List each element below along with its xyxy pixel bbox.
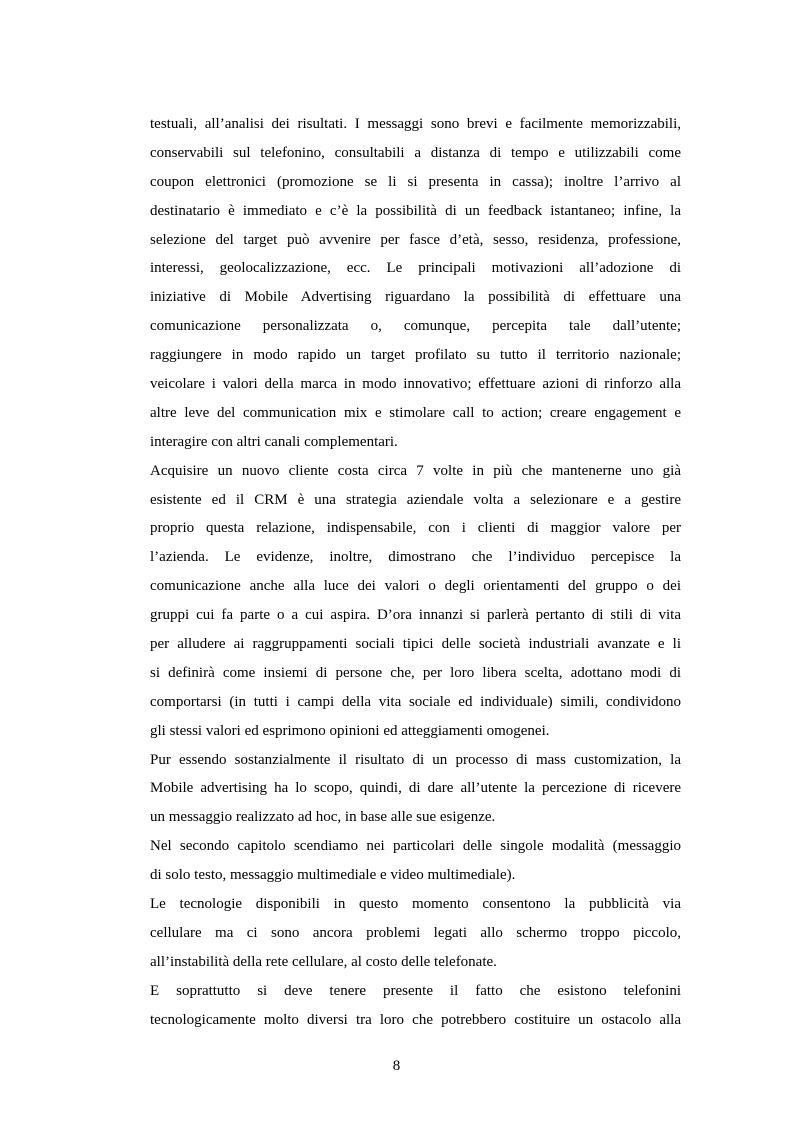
text-line: all’instabilità della rete cellulare, al costo delle telefonate. (150, 953, 497, 970)
text-line: interagire con altri canali complementari. (150, 433, 398, 450)
text-line: gruppi cui fa parte o a cui aspira. D’ora innanzi si parlerà pertanto di stili di vita (150, 607, 681, 624)
paragraph (150, 890, 681, 977)
paragraph (150, 832, 681, 890)
text-line: interessi, geolocalizzazione, ecc. Le principali motivazioni all’adozione di (150, 260, 681, 277)
text-line: altre leve del communication mix e stimolare call to action; creare engagement e (150, 404, 681, 421)
text-line: conservabili sul telefonino, consultabili a distanza di tempo e utilizzabili come (150, 144, 681, 161)
paragraph (150, 457, 681, 746)
text-line: testuali, all’analisi dei risultati. I messaggi sono brevi e facilmente memorizzabili, (150, 116, 681, 132)
text-line: proprio questa relazione, indispensabile, con i clienti di maggior valore per (150, 520, 681, 537)
page-number: 8 (392, 1058, 401, 1074)
text-line: destinatario è immediato e c’è la possibilità di un feedback istantaneo; infine, la (150, 202, 681, 219)
paragraph (150, 746, 681, 833)
text-line: di solo testo, messaggio multimediale e video multimediale). (150, 867, 516, 884)
text-line: iniziative di Mobile Advertising riguardano la possibilità di effettuare una (150, 289, 681, 306)
text-line: per alludere ai raggruppamenti sociali tipici delle società industriali avanzate e li (150, 636, 681, 653)
text-line: Acquisire un nuovo cliente costa circa 7 volte in più che mantenerne uno già (150, 462, 681, 479)
text-line: gli stessi valori ed esprimono opinioni ed atteggiamenti omogenei. (150, 722, 550, 739)
text-line: Le tecnologie disponibili in questo momento consentono la pubblicità via (150, 896, 681, 913)
text-line: comportarsi (in tutti i campi della vita sociale ed individuale) simili, condividono (150, 693, 681, 710)
text-line: comunicazione personalizzata o, comunque, percepita tale dall’utente; (150, 318, 681, 335)
text-line: tecnologicamente molto diversi tra loro che potrebbero costituire un ostacolo alla (150, 1011, 681, 1028)
body-text (150, 110, 681, 1035)
text-line: esistente ed il CRM è una strategia aziendale volta a selezionare e a gestire (150, 491, 681, 508)
paragraph (150, 110, 681, 457)
text-line: l’azienda. Le evidenze, inoltre, dimostrano che l’individuo percepisce la (150, 549, 681, 566)
text-line: cellulare ma ci sono ancora problemi legati allo schermo troppo piccolo, (150, 924, 681, 941)
text-line: selezione del target può avvenire per fasce d’età, sesso, residenza, professione, (150, 231, 681, 248)
text-line: veicolare i valori della marca in modo innovativo; effettuare azioni di rinforzo alla (150, 376, 681, 393)
text-line: comunicazione anche alla luce dei valori o degli orientamenti del gruppo o dei (150, 578, 681, 595)
text-line: si definirà come insiemi di persone che, per loro libera scelta, adottano modi di (150, 664, 681, 681)
text-line: raggiungere in modo rapido un target profilato su tutto il territorio nazionale; (150, 347, 681, 364)
text-line: E soprattutto si deve tenere presente il fatto che esistono telefonini (150, 982, 681, 999)
text-line: Mobile advertising ha lo scopo, quindi, di dare all’utente la percezione di ricevere (150, 780, 681, 797)
text-line: Pur essendo sostanzialmente il risultato di un processo di mass customization, la (150, 751, 681, 768)
text-line: un messaggio realizzato ad hoc, in base alle sue esigenze. (150, 809, 496, 826)
paragraph (150, 977, 681, 1035)
text-line: Nel secondo capitolo scendiamo nei particolari delle singole modalità (messaggio (150, 838, 681, 855)
text-line: coupon elettronici (promozione se li si presenta in cassa); inoltre l’arrivo al (150, 173, 681, 190)
